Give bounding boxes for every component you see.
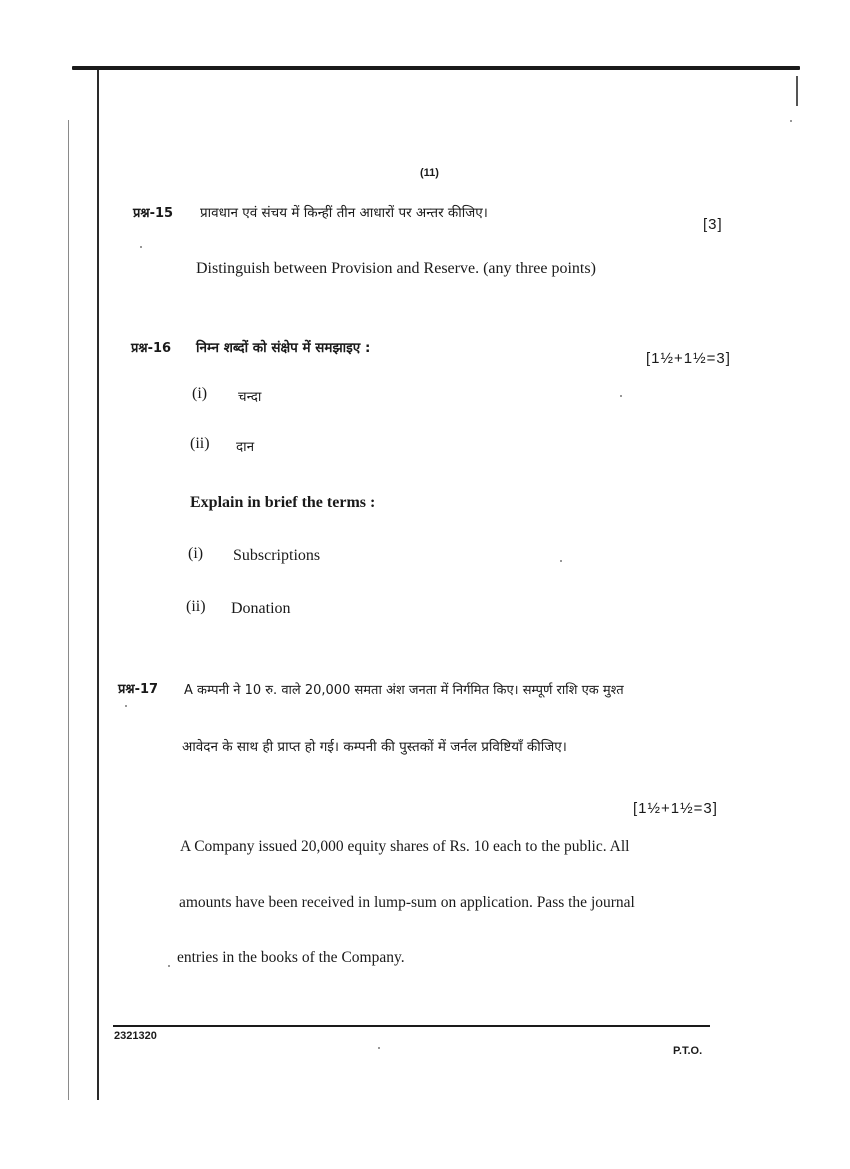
page-number: (11) (420, 167, 439, 179)
left-margin-line (97, 70, 99, 1100)
q17-hindi-line-2: आवेदन के साथ ही प्राप्त हो गई। कम्पनी की पुस्तकों में जर्नल प्रविष्टियाँ कीजिए। (182, 739, 567, 755)
scan-speck (378, 1047, 380, 1049)
q17-hindi-line-1: A कम्पनी ने 10 रु. वाले 20,000 समता अंश जनता में निर्गमित किए। सम्पूर्ण राशि एक मुश्त (184, 683, 624, 698)
q16-marks: [1½+1½=3] (646, 350, 731, 367)
q16-label: प्रश्न-16 (131, 341, 172, 356)
scan-speck (168, 965, 170, 967)
q15-english-text: Distinguish between Provision and Reserve. (any three points) (196, 260, 596, 277)
q16-english-item-2-num: (ii) (186, 598, 206, 615)
q16-english-item-1-text: Subscriptions (233, 547, 321, 564)
q16-hindi-item-1-num: (i) (192, 385, 208, 402)
q15-hindi-text: प्रावधान एवं संचय में किन्हीं तीन आधारों पर अन्तर कीजिए। (200, 205, 488, 221)
q17-english-line-2: amounts have been received in lump-sum on application. Pass the journal (179, 894, 635, 911)
right-scan-edge (796, 76, 798, 106)
q16-hindi-item-1-text: चन्दा (238, 389, 262, 405)
footer-rule (113, 1025, 710, 1027)
scan-speck (125, 705, 127, 707)
q17-marks: [1½+1½=3] (633, 800, 718, 817)
q16-english-item-2-text: Donation (231, 600, 291, 617)
left-scan-edge (68, 120, 69, 1100)
q16-hindi-text: निम्न शब्दों को संक्षेप में समझाइए : (196, 340, 371, 356)
q17-english-line-1: A Company issued 20,000 equity shares of Rs. 10 each to the public. All (180, 838, 630, 855)
q16-hindi-item-2-num: (ii) (190, 435, 210, 452)
scan-speck (560, 560, 562, 562)
q15-label: प्रश्न-15 (133, 206, 174, 221)
scan-speck (620, 395, 622, 397)
q17-english-line-3: entries in the books of the Company. (177, 949, 405, 966)
scan-speck (790, 120, 792, 122)
pto-mark: P.T.O. (673, 1045, 703, 1057)
q16-english-heading: Explain in brief the terms : (190, 494, 376, 511)
top-border-line (72, 66, 800, 70)
q16-english-item-1-num: (i) (188, 545, 204, 562)
q15-marks: [3] (703, 216, 723, 233)
q16-hindi-item-2-text: दान (236, 439, 255, 455)
paper-code: 2321320 (114, 1030, 157, 1042)
q17-label: प्रश्न-17 (118, 682, 159, 697)
scan-speck (140, 246, 142, 248)
